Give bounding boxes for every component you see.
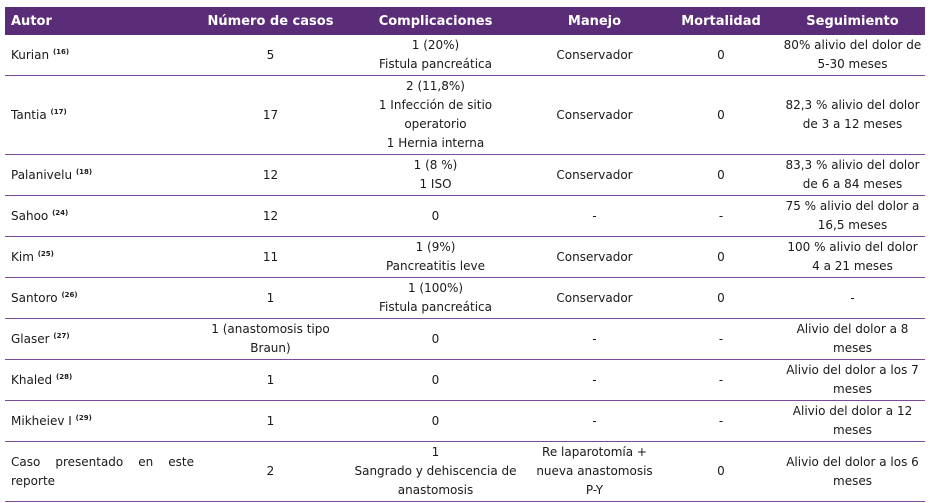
cell-seguimiento xyxy=(780,155,925,196)
table-row xyxy=(5,196,925,237)
header-autor: Autor xyxy=(5,7,197,35)
cell-seguimiento-line: meses xyxy=(833,382,872,396)
cell-seguimiento-line: - xyxy=(850,290,855,305)
author-name: Khaled xyxy=(11,372,53,387)
cell-autor xyxy=(5,76,197,155)
author-name: Kurian xyxy=(11,47,50,62)
reference-number: (24) xyxy=(52,208,69,217)
cell-manejo xyxy=(527,35,662,76)
cell-manejo xyxy=(527,196,662,237)
cell-complicaciones xyxy=(344,155,527,196)
cell-seguimiento xyxy=(780,360,925,401)
cell-seguimiento xyxy=(780,237,925,278)
cell-autor xyxy=(5,237,197,278)
cell-complicaciones xyxy=(344,319,527,360)
cell-manejo xyxy=(527,155,662,196)
cell-casos xyxy=(197,196,344,237)
table-header xyxy=(5,7,925,35)
cell-casos xyxy=(197,155,344,196)
cell-complicaciones-line: 1 Hernia interna xyxy=(386,136,485,150)
cell-mortalidad xyxy=(662,196,780,237)
cell-manejo xyxy=(527,319,662,360)
cell-mortalidad xyxy=(662,237,780,278)
cell-manejo-line: Conservador xyxy=(556,47,633,62)
cell-manejo xyxy=(527,360,662,401)
cell-seguimiento-line: de 3 a 12 meses xyxy=(802,117,903,131)
cell-complicaciones-line: 1 xyxy=(431,445,440,459)
cell-mortalidad-line: 0 xyxy=(717,464,725,478)
cell-mortalidad-line: 0 xyxy=(717,167,725,182)
table-row xyxy=(5,237,925,278)
author-name: Caso presentado en este reporte xyxy=(11,454,194,488)
cell-complicaciones xyxy=(344,35,527,76)
cell-casos xyxy=(197,237,344,278)
cell-manejo-line: Re laparotomía + xyxy=(542,445,647,459)
cell-manejo xyxy=(527,442,662,502)
cell-manejo-line: - xyxy=(592,372,597,387)
cell-complicaciones-line: 1 (8 %) xyxy=(413,158,458,172)
cell-seguimiento xyxy=(780,35,925,76)
cell-seguimiento-line: meses xyxy=(833,423,872,437)
cell-seguimiento-line: Alivio del dolor a 8 xyxy=(796,322,909,336)
cell-complicaciones xyxy=(344,196,527,237)
table-row xyxy=(5,278,925,319)
cell-casos xyxy=(197,35,344,76)
cell-seguimiento xyxy=(780,401,925,442)
cell-casos-line: 12 xyxy=(262,208,279,223)
cell-manejo-line: Conservador xyxy=(556,290,633,305)
cell-autor xyxy=(5,155,197,196)
reference-number: (25) xyxy=(37,249,54,258)
cell-casos xyxy=(197,319,344,360)
cell-complicaciones-line: Sangrado y dehiscencia de xyxy=(354,464,517,478)
cell-mortalidad-line: 0 xyxy=(717,290,725,305)
cell-manejo xyxy=(527,76,662,155)
cell-manejo xyxy=(527,237,662,278)
cell-complicaciones-line: Fistula pancreática xyxy=(379,57,492,71)
cell-complicaciones-line: 2 (11,8%) xyxy=(406,79,465,93)
cell-mortalidad xyxy=(662,401,780,442)
cell-seguimiento xyxy=(780,278,925,319)
cell-complicaciones-line: 1 (9%) xyxy=(415,240,456,254)
cell-complicaciones xyxy=(344,278,527,319)
reference-number: (28) xyxy=(56,372,73,381)
cell-seguimiento-line: 82,3 % alivio del dolor xyxy=(785,98,920,112)
cell-manejo-line: Conservador xyxy=(556,167,633,182)
header-row xyxy=(5,7,925,35)
cell-seguimiento-line: 83,3 % alivio del dolor xyxy=(785,158,920,172)
cell-seguimiento-line: 100 % alivio del dolor xyxy=(787,240,918,254)
author-name: Palanivelu xyxy=(11,167,73,182)
cell-casos-line: 1 xyxy=(266,290,275,305)
reference-number: (29) xyxy=(75,413,92,422)
cell-mortalidad-line: 0 xyxy=(717,249,725,264)
cell-seguimiento-line: 4 a 21 meses xyxy=(812,259,893,273)
cell-casos xyxy=(197,442,344,502)
cell-seguimiento xyxy=(780,442,925,502)
cell-seguimiento xyxy=(780,76,925,155)
cell-complicaciones-line: anastomosis xyxy=(397,483,474,497)
cell-manejo-line: Conservador xyxy=(556,249,633,264)
table-row xyxy=(5,76,925,155)
cell-complicaciones-line: 1 ISO xyxy=(419,177,452,191)
cell-seguimiento-line: 16,5 meses xyxy=(817,218,888,232)
cell-mortalidad xyxy=(662,442,780,502)
cell-mortalidad-line: - xyxy=(718,331,724,346)
cell-casos-line: 12 xyxy=(262,167,279,182)
cell-complicaciones xyxy=(344,360,527,401)
cell-complicaciones xyxy=(344,237,527,278)
cell-mortalidad-line: - xyxy=(718,208,724,223)
cell-manejo xyxy=(527,401,662,442)
cell-autor xyxy=(5,442,197,502)
cell-complicaciones-line: operatorio xyxy=(404,117,467,131)
cell-manejo-line: - xyxy=(592,331,597,346)
table-row xyxy=(5,35,925,76)
header-numero-casos: Número de casos xyxy=(197,7,344,35)
cell-casos-line: 17 xyxy=(262,107,279,122)
cell-seguimiento-line: meses xyxy=(833,341,872,355)
cell-manejo xyxy=(527,278,662,319)
cell-casos-line: Braun) xyxy=(250,341,291,355)
cell-complicaciones xyxy=(344,401,527,442)
cell-mortalidad xyxy=(662,35,780,76)
cell-mortalidad xyxy=(662,155,780,196)
reference-number: (27) xyxy=(53,331,70,340)
cell-seguimiento-line: 5-30 meses xyxy=(817,57,888,71)
cell-autor xyxy=(5,35,197,76)
cell-casos-line: 11 xyxy=(262,249,279,264)
header-manejo: Manejo xyxy=(527,7,662,35)
cell-casos-line: 1 xyxy=(266,372,275,387)
author-name: Kim xyxy=(11,249,34,264)
cell-complicaciones-line: 1 (20%) xyxy=(411,38,460,52)
cell-seguimiento-line: Alivio del dolor a 12 xyxy=(792,404,913,418)
table-row xyxy=(5,360,925,401)
cell-manejo-line: nueva anastomosis P-Y xyxy=(536,464,653,497)
table-row xyxy=(5,155,925,196)
author-name: Santoro xyxy=(11,290,58,305)
reference-number: (16) xyxy=(52,47,70,56)
cell-complicaciones-line: Pancreatitis leve xyxy=(385,259,485,273)
cell-manejo-line: - xyxy=(592,413,597,428)
cell-mortalidad-line: - xyxy=(718,413,724,428)
cell-complicaciones-line: 1 Infección de sitio xyxy=(378,98,493,112)
cell-casos-line: 1 (anastomosis tipo xyxy=(211,322,330,336)
cell-complicaciones-line: Fistula pancreática xyxy=(379,300,492,314)
cell-complicaciones xyxy=(344,442,527,502)
author-name: Glaser xyxy=(11,331,50,346)
cell-mortalidad xyxy=(662,319,780,360)
cell-casos-line: 2 xyxy=(266,464,275,478)
cell-manejo-line: Conservador xyxy=(556,107,633,122)
table-row xyxy=(5,401,925,442)
cell-autor xyxy=(5,319,197,360)
cell-mortalidad xyxy=(662,360,780,401)
reference-number: (18) xyxy=(75,167,93,176)
cell-seguimiento-line: 80% alivio del dolor de xyxy=(783,38,922,52)
cell-casos xyxy=(197,76,344,155)
reference-number: (17) xyxy=(50,107,67,116)
cell-casos xyxy=(197,401,344,442)
cell-complicaciones-line: 0 xyxy=(431,413,440,428)
cell-mortalidad-line: 0 xyxy=(717,107,725,122)
author-name: Mikheiev I xyxy=(11,413,72,428)
cell-complicaciones-line: 0 xyxy=(431,208,440,223)
cell-autor xyxy=(5,278,197,319)
table-row xyxy=(5,442,925,502)
cell-autor xyxy=(5,196,197,237)
cell-mortalidad xyxy=(662,278,780,319)
table-body xyxy=(5,35,925,502)
cell-seguimiento-line: meses xyxy=(833,473,872,488)
cell-complicaciones-line: 0 xyxy=(431,331,440,346)
cell-seguimiento-line: de 6 a 84 meses xyxy=(802,177,903,191)
header-mortalidad: Mortalidad xyxy=(662,7,780,35)
cell-complicaciones xyxy=(344,76,527,155)
cell-casos xyxy=(197,278,344,319)
cell-casos-line: 1 xyxy=(266,413,275,428)
cell-mortalidad-line: 0 xyxy=(717,47,725,62)
cell-mortalidad xyxy=(662,76,780,155)
cell-seguimiento-line: Alivio del dolor a los 6 xyxy=(786,454,919,469)
cell-seguimiento xyxy=(780,196,925,237)
cell-autor xyxy=(5,401,197,442)
author-name: Sahoo xyxy=(11,208,49,223)
cell-seguimiento xyxy=(780,319,925,360)
header-seguimiento: Seguimiento xyxy=(780,7,925,35)
cell-autor xyxy=(5,360,197,401)
table-row xyxy=(5,319,925,360)
author-name: Tantia xyxy=(11,107,47,122)
cell-complicaciones-line: 1 (100%) xyxy=(407,281,464,295)
cell-casos xyxy=(197,360,344,401)
cell-casos-line: 5 xyxy=(266,47,275,62)
results-table xyxy=(5,7,925,502)
cell-manejo-line: - xyxy=(592,208,597,223)
cell-seguimiento-line: 75 % alivio del dolor a xyxy=(785,199,920,213)
cell-mortalidad-line: - xyxy=(718,372,724,387)
cell-seguimiento-line: Alivio del dolor a los 7 xyxy=(786,363,919,377)
header-complicaciones: Complicaciones xyxy=(344,7,527,35)
reference-number: (26) xyxy=(61,290,78,299)
cell-complicaciones-line: 0 xyxy=(431,372,440,387)
